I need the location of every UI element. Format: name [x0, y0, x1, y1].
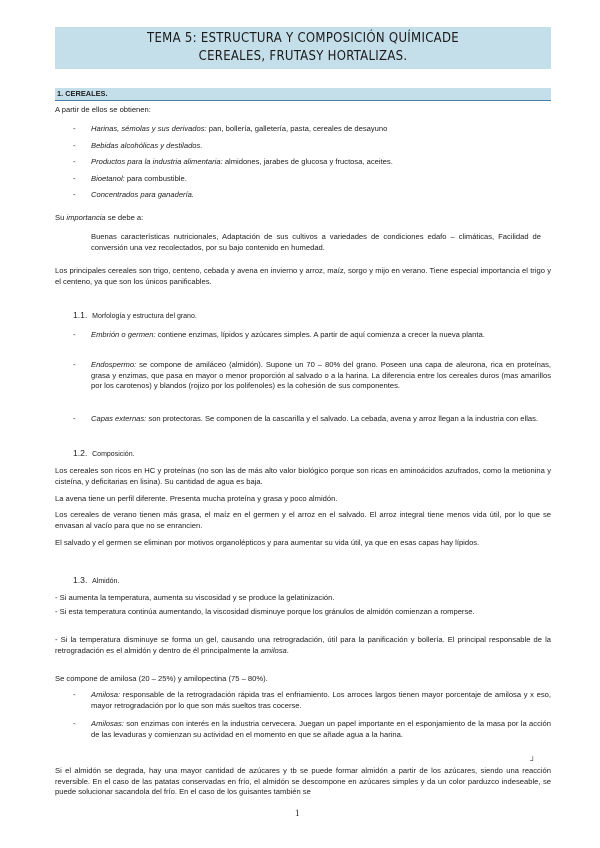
page-number: 1 — [295, 808, 300, 818]
list-item: Embrión o germen: contiene enzimas, lípidos y azúcares simples. A partir de aquí comienza a crecer la nueva planta. — [91, 330, 485, 339]
paragraph: Se compone de amilosa (20 – 25%) y amilopectina (75 – 80%). — [55, 674, 268, 683]
list-item: Amilosa: responsable de la retrogradación rápida tras el enfriamiento. Los arroces largos tienen mayor porcentaje de amilosa y x eso, mayor retrogradación por lo que son más sueltos tras cocerse. — [91, 690, 551, 710]
title-line-1: TEMA 5: ESTRUCTURA Y COMPOSICIÓN QUÍMICADE — [147, 31, 459, 46]
paragraph: El salvado y el germen se eliminan por motivos organolépticos y para aumentar su vida útil, ya que en esas capas hay lípidos. — [55, 538, 480, 547]
list-item: Endospermo: se compone de amiláceo (almidón). Supone un 70 – 80% del grano. Poseen una capa de aleurona, rica en proteínas, grasa y enzimas, que pasa en mayor o menor proporción al salvado o a la harina. La diferencia entre los cereales duros (mas amarillos por los carotenos) y blandos (rojizo por los polifenoles) es la cohesión de sus componentes. — [91, 360, 551, 390]
list-item: Bebidas alcohólicas y destilados. — [91, 141, 203, 150]
list-item: Productos para la industria alimentaria: almidones, jarabes de glucosa y fructosa, aceites. — [91, 157, 393, 166]
intro-text: A partir de ellos se obtienen: — [55, 105, 151, 114]
list-item: Harinas, sémolas y sus derivados: pan, bollería, galletería, pasta, cereales de desayuno — [91, 124, 388, 133]
paragraph: Los cereales son ricos en HC y proteínas (no son las de más alto valor biológico porque son ricas en aminoácidos azufrados, como la metionina y cisteína, y deficitarias en lisina). Su cantidad de agua es baja. — [55, 466, 551, 486]
list-item: Capas externas: son protectoras. Se componen de la cascarilla y el salvado. La cebada, avena y arroz llegan a la industria con ellas. — [91, 414, 539, 423]
title-box — [55, 27, 551, 69]
subsection-heading: 1.1. Morfología y estructura del grano. — [73, 310, 197, 320]
paragraph: La avena tiene un perfil diferente. Presenta mucha proteína y grasa y poco almidón. — [55, 494, 338, 503]
paragraph: - Si aumenta la temperatura, aumenta su viscosidad y se produce la gelatinización. — [55, 593, 335, 602]
list-item: Amilosas: son enzimas con interés en la industria cervecera. Juegan un papel importante en el esponjamiento de la masa por la acción de las levaduras y comienzan su actividad en el momento en que se añade agua a la harina. — [91, 719, 551, 739]
subsection-heading: 1.3. Almidón. — [73, 575, 120, 585]
list-item: Bioetanol: para combustible. — [91, 174, 187, 183]
title-line-2: CEREALES, FRUTASY HORTALIZAS. — [198, 49, 408, 64]
document-page: TEMA 5: ESTRUCTURA Y COMPOSICIÓN QUÍMICADE CEREALES, FRUTASY HORTALIZAS. 1. CEREALES. A partir de ellos se obtienen: - Harinas, sémolas y sus derivados: pan, bollería, galletería, pasta, cereales de desayuno - Bebidas alcohólicas y destilados. - Productos para la industria alimentaria: almidones, jarabes de glucosa y fructosa, aceites. - Bioetanol: para combustible. - Concentrados para ganadería. Su importancia se debe a: Buenas características nutricionales, Adaptación de sus cultivos a variedades de condiciones edafo – climáticas, Facilidad de conversión una vez recolectados, por su bajo contenido en humedad. Los principales cereales son trigo, centeno, cebada y avena en invierno y arroz, maíz, sorgo y mijo en verano. Tiene especial importancia el trigo y el centeno, ya que son los únicos panificables. 1.1. Morfología y estructura del grano. - Embrión o germen: contiene enzimas, lípidos y azúcares simples. A partir de aquí comienza a crecer la nueva planta. - Endospermo: se compone de amiláceo (almidón). Supone un 70 – 80% del grano. Poseen una capa de aleurona, rica en proteínas, grasa y enzimas, que pasa en mayor o menor proporción al salvado o a la harina. La diferencia entre los cereales duros (mas amarillos por los carotenos) y blandos (rojizo por los polifenoles) es la cohesión de sus componentes. - Capas externas: son protectoras. Se componen de la cascarilla y el salvado. La cebada, avena y arroz llegan a la industria con ellas. 1.2. Composición. Los cereales son ricos en HC y proteínas (no son las de más alto valor biológico porque son ricas en aminoácidos azufrados, como la metionina y cisteína, y deficitarias en lisina). Su cantidad de agua es baja. La avena tiene un perfil diferente. Presenta mucha proteína y grasa y poco almidón. Los cereales de verano tienen más grasa, el maíz en el germen y el arroz en el salvado. El arroz integral tiene menos vida útil, por lo que se envasan al vacío para que no se enrancien. El salvado y el germen se eliminan por motivos organolépticos y para aumentar su vida útil, ya que en esas capas hay lípidos. 1.3. Almidón. - Si aumenta la temperatura, aumenta su viscosidad y se produce la gelatinización. - Si esta temperatura continúa aumentando, la viscosidad disminuye porque los gránulos de almidón comienzan a romperse. - Si la temperatura disminuye se forma un gel, causando una retrogradación, útil para la panificación y bollería. El principal responsable de la retrogradación es el almidón y dentro de él principalmente la amilosa. Se compone de amilosa (20 – 25%) y amilopectina (75 – 80%). - Amilosa: responsable de la retrogradación rápida tras el enfriamiento. Los arroces largos tienen mayor porcentaje de amilosa y x eso, mayor retrogradación por lo que son más sueltos tras cocerse. - Amilosas: son enzimas con interés en la industria cervecera. Juegan un papel importante en el esponjamiento de la masa por la acción de las levaduras y comienzan su actividad en el momento en que se añade agua a la harina. ┘ Si el almidón se degrada, hay una mayor cantidad de azúcares y tb se puede formar almidón a partir de los azúcares, siendo una reacción reversible. En el caso de las patatas conservadas en frío, el almidón se descompone en azúcares simples y da un color parduzco indeseable, se puede solucionar sacandola del frío. En el caso de los guisantes también se 1 — [0, 0, 600, 848]
main-cereals-text: Los principales cereales son trigo, centeno, cebada y avena en invierno y arroz, maíz, sorgo y mijo en verano. Tiene especial importancia el trigo y el centeno, ya que son los únicos panificables. — [55, 266, 551, 286]
importance-text: Buenas características nutricionales, Adaptación de sus cultivos a variedades de condiciones edafo – climáticas, Facilidad de conversión una vez recolectados, por su bajo contenido en humedad. — [91, 232, 541, 252]
section-heading-bar — [55, 88, 551, 101]
paragraph: - Si la temperatura disminuye se forma un gel, causando una retrogradación, útil para la panificación y bollería. El principal responsable de la retrogradación es el almidón y dentro de él principalmente la amilosa. — [55, 635, 551, 655]
section-heading: 1. CEREALES. — [57, 89, 108, 98]
importance-line: Su importancia se debe a: — [55, 213, 144, 222]
paragraph: Los cereales de verano tienen más grasa, el maíz en el germen y el arroz en el salvado. El arroz integral tiene menos vida útil, por lo que se envasan al vacío para que no se enrancien. — [55, 510, 551, 530]
paragraph: Si el almidón se degrada, hay una mayor cantidad de azúcares y tb se puede formar almidón a partir de los azúcares, siendo una reacción reversible. En el caso de las patatas conservadas en frío, el almidón se descompone en azúcares simples y da un color parduzco indeseable, se puede solucionar sacandola del frío. En el caso de los guisantes también se — [55, 766, 551, 796]
subsection-heading: 1.2. Composición. — [73, 448, 135, 458]
corner-mark: ┘ — [530, 756, 536, 765]
paragraph: - Si esta temperatura continúa aumentando, la viscosidad disminuye porque los gránulos de almidón comienzan a romperse. — [55, 607, 475, 616]
list-item: Concentrados para ganadería. — [91, 190, 195, 199]
